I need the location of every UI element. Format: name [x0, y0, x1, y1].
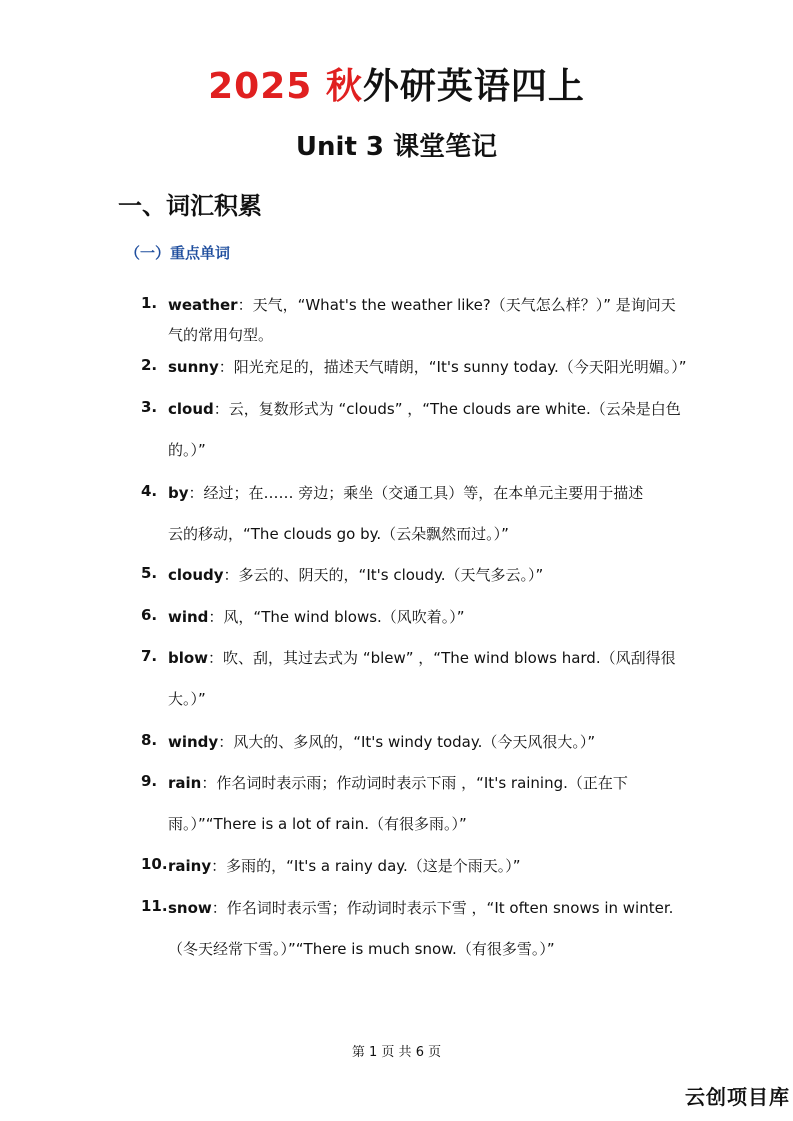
item-text: ：云，复数形式为 “clouds” ，“The clouds are white.（云朵是白色 [213, 400, 681, 418]
item-number: 6. [141, 606, 158, 624]
item-word: weather [168, 296, 238, 314]
item-word: rain [168, 774, 202, 792]
item-number: 11. [141, 897, 168, 915]
title-year-season: 2025 秋 [208, 66, 363, 107]
document-title [0, 58, 793, 109]
item-number: 10. [141, 855, 168, 873]
item-text: ：多云的、阴天的，“It's cloudy.（天气多云。）” [223, 566, 544, 584]
item-number: 3. [141, 398, 158, 416]
item-line-1 [168, 356, 687, 377]
item-text: ：风，“The wind blows.（风吹着。）” [208, 608, 465, 626]
item-text: ：多雨的，“It's a rainy day.（这是个雨天。）” [211, 857, 521, 875]
page-footer: 第 1 页 共 6 页 [351, 1045, 442, 1060]
item-line-1 [168, 731, 595, 752]
item-text: ：作名词时表示雨；作动词时表示下雨 ，“It's raining.（正在下 [201, 774, 628, 792]
item-text: ：风大的、多风的，“It's windy today.（今天风很大。）” [218, 733, 596, 751]
item-line-2: 云的移动，“The clouds go by.（云朵飘然而过。）” [168, 525, 509, 543]
section-heading: 一、词汇积累 [118, 192, 262, 220]
subsection-heading: （一）重点单词 [125, 244, 231, 262]
item-line-1 [168, 897, 673, 918]
item-line-2: （冬天经常下雪。）”“There is much snow.（有很多雪。）” [168, 940, 555, 958]
item-line-1 [168, 482, 643, 503]
item-line-1 [168, 647, 676, 668]
item-line-1 [168, 855, 521, 876]
item-number: 2. [141, 356, 158, 374]
item-text: ：作名词时表示雪；作动词时表示下雪 ，“It often snows in winter. [211, 899, 674, 917]
item-number: 1. [141, 294, 158, 312]
item-text: ：吹、刮，其过去式为 “blew” ，“The wind blows hard.（风刮得很 [208, 649, 676, 667]
item-word: by [168, 484, 189, 502]
item-line-2: 气的常用句型。 [168, 326, 274, 344]
item-line-2: 大。）” [168, 690, 206, 708]
item-number: 8. [141, 731, 158, 749]
item-word: windy [168, 733, 219, 751]
item-line-2: 的。）” [168, 441, 206, 459]
item-text: ：天气，“What's the weather like?（天气怎么样？）” 是询问天 [237, 296, 676, 314]
item-number: 9. [141, 772, 158, 790]
item-word: blow [168, 649, 209, 667]
item-line-1 [168, 606, 465, 627]
item-text: ：阳光充足的，描述天气晴朗，“It's sunny today.（今天阳光明媚。）” [218, 358, 687, 376]
item-line-2: 雨。）”“There is a lot of rain.（有很多雨。）” [168, 815, 467, 833]
item-line-1 [168, 398, 681, 419]
item-word: wind [168, 608, 209, 626]
item-word: rainy [168, 857, 212, 875]
item-number: 7. [141, 647, 158, 665]
title-rest: 外研英语四上 [362, 66, 585, 107]
item-line-1 [168, 564, 543, 585]
item-word: snow [168, 899, 212, 917]
item-number: 5. [141, 564, 158, 582]
document-subtitle: Unit 3 课堂笔记 [295, 132, 498, 162]
item-line-1 [168, 294, 676, 315]
brand-watermark: 云创项目库 [685, 1085, 790, 1109]
item-word: sunny [168, 358, 219, 376]
item-line-1 [168, 772, 628, 793]
item-text: ：经过；在…… 旁边；乘坐（交通工具）等，在本单元主要用于描述 [188, 484, 644, 502]
item-word: cloudy [168, 566, 224, 584]
item-number: 4. [141, 482, 158, 500]
item-word: cloud [168, 400, 214, 418]
